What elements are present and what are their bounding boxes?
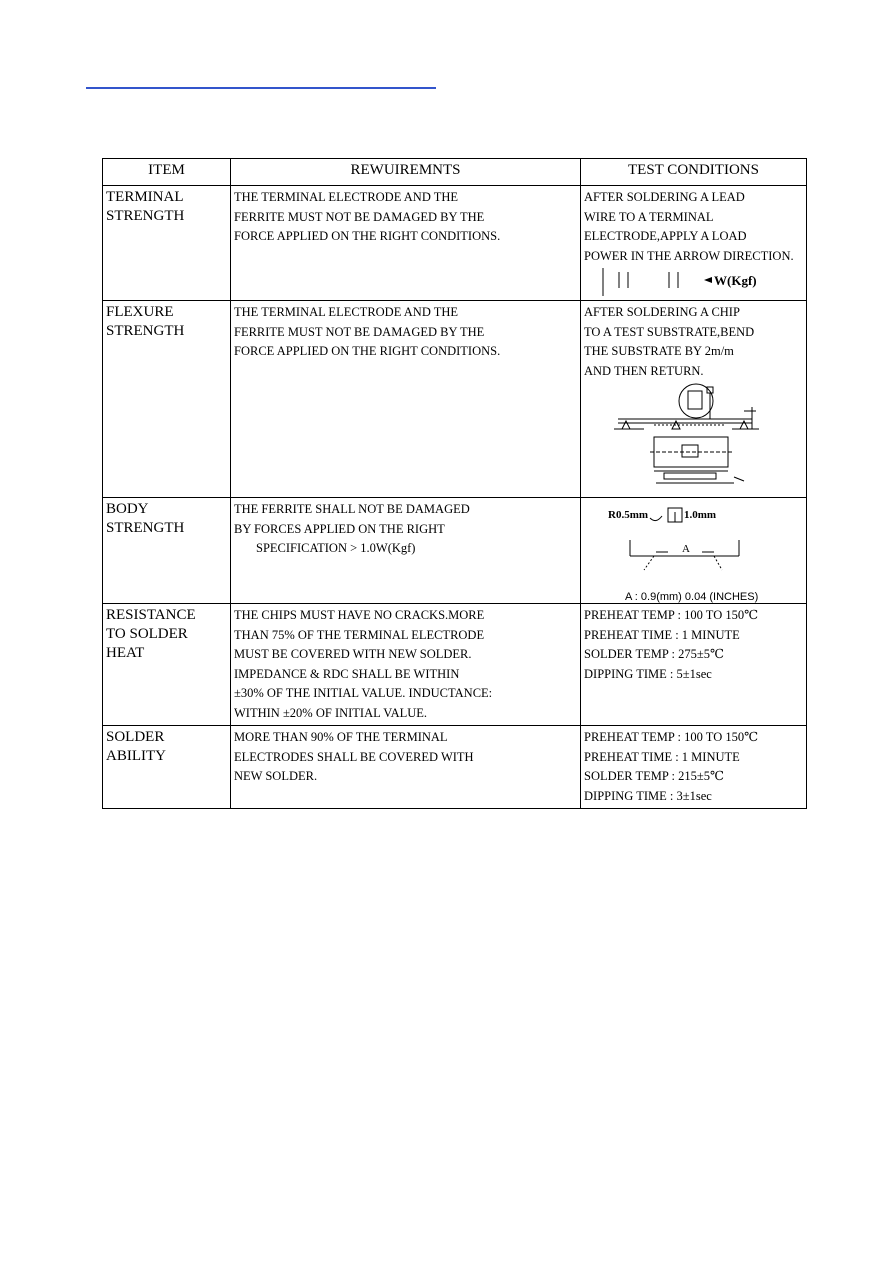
conditions-cell: [581, 726, 807, 809]
width-label: 1.0mm: [684, 509, 717, 521]
requirement-line: MUST BE COVERED WITH NEW SOLDER.: [234, 647, 472, 661]
table-row-terminal-strength: [103, 186, 807, 301]
condition-line: THE SUBSTRATE BY 2m/m: [584, 344, 734, 358]
radius-label: R0.5mm: [608, 509, 649, 521]
condition-line: AFTER SOLDERING A CHIP: [584, 305, 740, 319]
requirements-cell: [231, 726, 581, 809]
conditions-cell: [581, 498, 807, 604]
conditions-cell: [581, 301, 807, 498]
header-row: [103, 159, 807, 186]
spec-table: [102, 158, 807, 809]
header-conditions: TEST CONDITIONS: [581, 159, 807, 186]
condition-line: SOLDER TEMP : 275±5℃: [584, 647, 724, 661]
requirements-cell: [231, 301, 581, 498]
arrow-icon: [704, 277, 712, 283]
condition-line: ELECTRODE,APPLY A LOAD: [584, 229, 747, 243]
item-line: TO SOLDER: [106, 626, 188, 642]
item-line: STRENGTH: [106, 208, 185, 224]
item-cell: [103, 498, 231, 604]
condition-line: PREHEAT TEMP : 100 TO 150℃: [584, 608, 759, 622]
requirement-line: FORCE APPLIED ON THE RIGHT CONDITIONS.: [234, 344, 501, 358]
condition-line: WIRE TO A TERMINAL: [584, 209, 714, 224]
item-line: STRENGTH: [106, 520, 185, 536]
requirements-cell: [231, 186, 581, 301]
item-line: ABILITY: [106, 748, 166, 764]
conditions-cell: [581, 604, 807, 726]
condition-line: POWER IN THE ARROW DIRECTION.: [584, 248, 794, 263]
condition-line: PREHEAT TIME : 1 MINUTE: [584, 627, 740, 642]
header-item: ITEM: [103, 159, 231, 186]
requirement-line: BY FORCES APPLIED ON THE RIGHT: [234, 521, 445, 536]
body-strength-diagram: [584, 500, 802, 596]
requirement-line: THE CHIPS MUST HAVE NO CRACKS.MORE: [234, 608, 485, 622]
item-cell: [103, 726, 231, 809]
requirements-cell: [231, 498, 581, 604]
requirement-line: THAN 75% OF THE TERMINAL ELECTRODE: [234, 627, 485, 642]
table-row-resistance-to-solder-heat: [103, 604, 807, 726]
condition-line: AFTER SOLDERING A LEAD: [584, 190, 745, 204]
item-line: HEAT: [106, 645, 145, 661]
item-line: BODY: [106, 501, 149, 517]
item-line: TERMINAL: [106, 189, 184, 205]
item-line: RESISTANCE: [106, 607, 196, 623]
requirement-line: FERRITE MUST NOT BE DAMAGED BY THE: [234, 324, 485, 339]
header-requirements: REWUIREMNTS: [231, 159, 581, 186]
condition-line: SOLDER TEMP : 215±5℃: [584, 769, 724, 783]
requirement-line: ELECTRODES SHALL BE COVERED WITH: [234, 749, 474, 764]
item-line: STRENGTH: [106, 323, 185, 339]
requirement-line: FERRITE MUST NOT BE DAMAGED BY THE: [234, 209, 485, 224]
requirement-line: ±30% OF THE INITIAL VALUE. INDUCTANCE:: [234, 686, 493, 700]
item-line: FLEXURE: [106, 304, 174, 320]
conditions-cell: [581, 186, 807, 301]
dimension-a-note: A : 0.9(mm) 0.04 (INCHES): [625, 591, 759, 603]
requirement-line: THE FERRITE SHALL NOT BE DAMAGED: [234, 502, 470, 516]
condition-line: PREHEAT TEMP : 100 TO 150℃: [584, 730, 759, 744]
condition-line: TO A TEST SUBSTRATE,BEND: [584, 324, 755, 339]
requirement-line: THE TERMINAL ELECTRODE AND THE: [234, 305, 459, 319]
requirement-line: FORCE APPLIED ON THE RIGHT CONDITIONS.: [234, 229, 501, 243]
condition-line: AND THEN RETURN.: [584, 363, 704, 378]
item-cell: [103, 301, 231, 498]
header-rule: [86, 87, 436, 89]
requirement-line: WITHIN ±20% OF INITIAL VALUE.: [234, 705, 428, 720]
item-cell: [103, 604, 231, 726]
flexure-test-diagram: [584, 381, 802, 493]
table-row-solder-ability: [103, 726, 807, 809]
condition-line: DIPPING TIME : 3±1sec: [584, 788, 712, 803]
condition-line: DIPPING TIME : 5±1sec: [584, 666, 712, 681]
item-line: SOLDER: [106, 729, 165, 745]
dimension-a-label: A: [682, 543, 690, 555]
table-row-body-strength: [103, 498, 807, 604]
terminal-strength-diagram: [584, 266, 802, 296]
condition-line: PREHEAT TIME : 1 MINUTE: [584, 749, 740, 764]
requirement-line: SPECIFICATION > 1.0W(Kgf): [256, 541, 416, 555]
requirement-line: MORE THAN 90% OF THE TERMINAL: [234, 730, 448, 744]
requirement-line: NEW SOLDER.: [234, 769, 318, 783]
requirement-line: THE TERMINAL ELECTRODE AND THE: [234, 190, 459, 204]
requirements-cell: [231, 604, 581, 726]
requirement-line: IMPEDANCE & RDC SHALL BE WITHIN: [234, 666, 460, 681]
item-cell: [103, 186, 231, 301]
table-row-flexure-strength: [103, 301, 807, 498]
load-label: W(Kgf): [714, 273, 757, 288]
